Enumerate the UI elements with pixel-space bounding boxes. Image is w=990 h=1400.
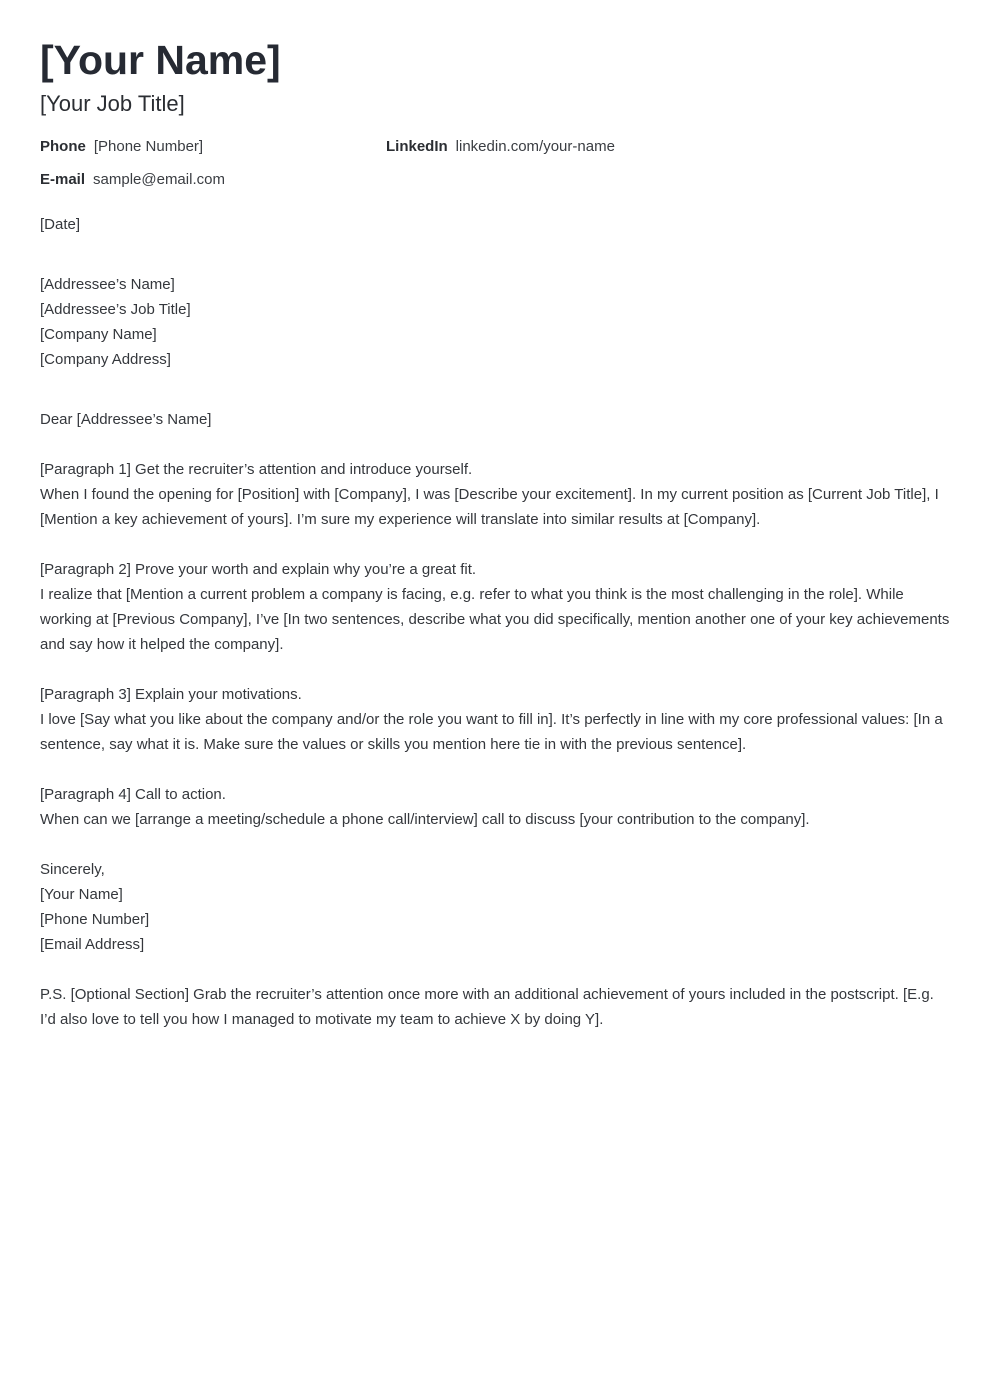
paragraph-text: When can we [arrange a meeting/schedule a phone call/interview] call to discuss [your contribution to the company].	[40, 811, 810, 828]
letter-greeting: Dear [Addressee’s Name]	[40, 411, 212, 428]
addressee-name: [Addressee’s Name]	[40, 276, 175, 293]
paragraph-text: When I found the opening for [Position] with [Company], I was [Describe your excitement]. In my current position as [Current Job Title], I [Mention a key achievement of yours]. I’m sure my experience will translate into similar results at [Company].	[40, 486, 939, 528]
addressee-address: [Company Address]	[40, 351, 171, 368]
signoff-email: [Email Address]	[40, 936, 145, 953]
paragraph-heading: [Paragraph 2] Prove your worth and explain why you’re a great fit.	[40, 561, 477, 578]
phone-value: [Phone Number]	[93, 138, 204, 155]
phone-label: Phone	[40, 138, 86, 155]
signoff-closing: Sincerely,	[40, 861, 105, 878]
paragraph-heading: [Paragraph 4] Call to action.	[40, 786, 226, 803]
paragraph-4	[40, 782, 952, 832]
paragraph-3	[40, 682, 952, 757]
signoff-name: [Your Name]	[40, 886, 123, 903]
signoff-phone: [Phone Number]	[40, 911, 150, 928]
linkedin-value: linkedin.com/your-name	[455, 138, 615, 155]
applicant-name: [Your Name]	[40, 37, 281, 83]
contact-phone	[40, 137, 203, 157]
paragraph-1	[40, 457, 952, 532]
applicant-job-title: [Your Job Title]	[40, 91, 185, 116]
signoff-block	[40, 857, 952, 957]
paragraph-text: I love [Say what you like about the company and/or the role you want to fill in]. It’s perfectly in line with my core professional values: [In a sentence, say what it is. Make sure the values or skills you mention here tie in with the previous sentence].	[40, 711, 943, 753]
addressee-company: [Company Name]	[40, 326, 157, 343]
letter-date: [Date]	[40, 216, 81, 233]
contact-email	[40, 170, 225, 190]
linkedin-label: LinkedIn	[386, 138, 448, 155]
email-label: E-mail	[40, 171, 86, 188]
contact-linkedin	[386, 137, 615, 157]
postscript: P.S. [Optional Section] Grab the recruiter’s attention once more with an additional achievement of yours included in the postscript. [E.g. I’d also love to tell you how I managed to motivate my team to achieve X by doing Y].	[40, 986, 934, 1028]
paragraph-2	[40, 557, 952, 657]
paragraph-heading: [Paragraph 3] Explain your motivations.	[40, 686, 302, 703]
email-value: sample@email.com	[93, 171, 225, 188]
paragraph-heading: [Paragraph 1] Get the recruiter’s attention and introduce yourself.	[40, 461, 473, 478]
addressee-job-title: [Addressee’s Job Title]	[40, 301, 191, 318]
paragraph-text: I realize that [Mention a current problem a company is facing, e.g. refer to what you think is the most challenging in the role]. While working at [Previous Company], I’ve [In two sentences, describe what you did specifically, mention another one of your key achievements and say how it helped the company].	[40, 586, 950, 653]
addressee-block	[40, 272, 952, 372]
